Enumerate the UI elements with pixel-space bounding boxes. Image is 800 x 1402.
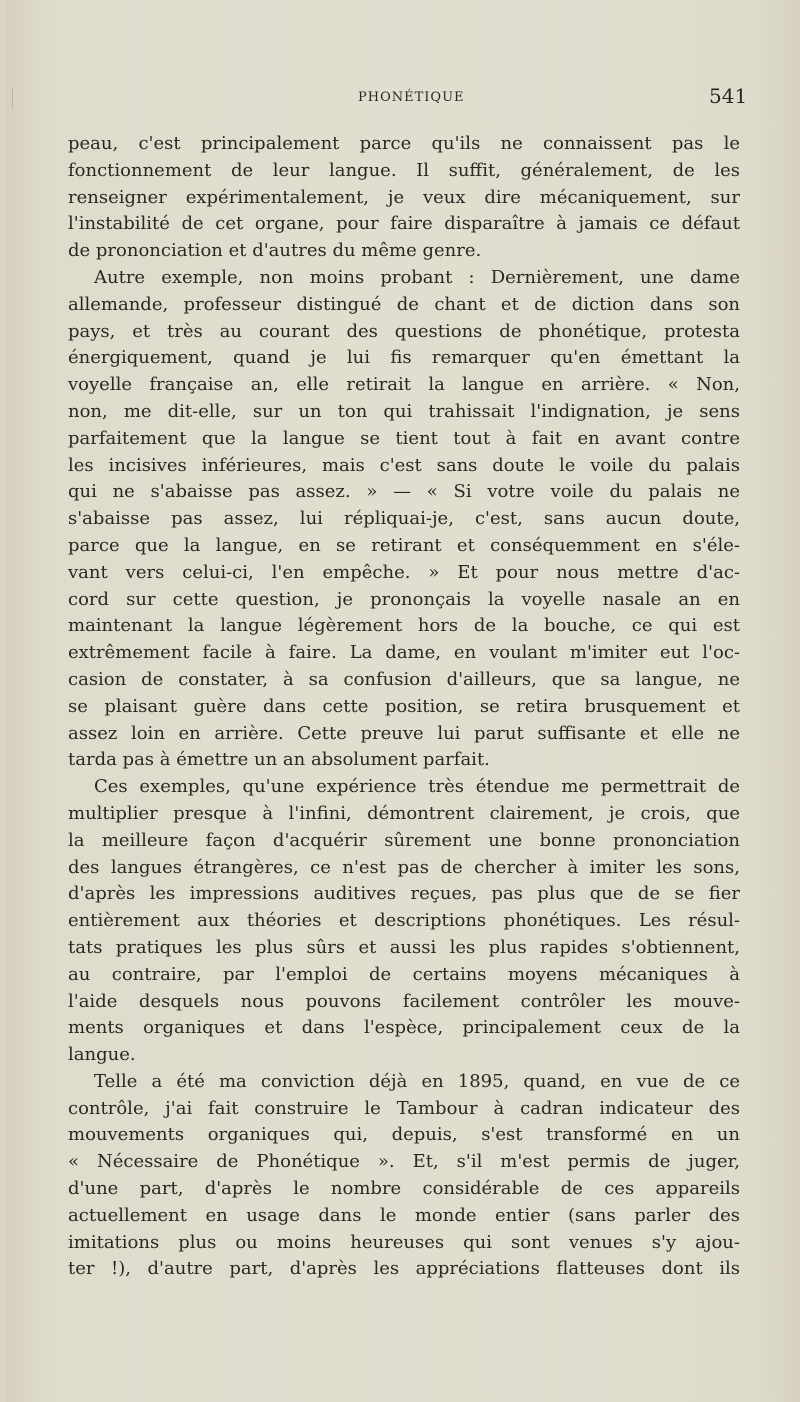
text-line: « Nécessaire de Phonétique ». Et, s'il m'est permis de juger,: [68, 1151, 740, 1173]
text-line: peau, c'est principalement parce qu'ils ne connaissent pas le: [68, 133, 740, 154]
text-line: s'abaisse pas assez, lui répliquai-je, c'est, sans aucun doute,: [68, 508, 740, 530]
text-line: d'après les impressions auditives reçues, pas plus que de se fier: [68, 883, 740, 905]
text-line: fonctionnement de leur langue. Il suffit, généralement, de les: [68, 159, 740, 181]
text-line: la meilleure façon d'acquérir sûrement une bonne prononciation: [68, 829, 740, 851]
text-line: ments organiques et dans l'espèce, principalement ceux de la: [68, 1017, 740, 1039]
text-line: actuellement en usage dans le monde entier (sans parler des: [68, 1204, 740, 1226]
text-line: Autre exemple, non moins probant : Dernièrement, une dame: [94, 266, 740, 288]
text-line: de prononciation et d'autres du même genre.: [68, 240, 482, 262]
text-line: multiplier presque à l'infini, démontrent clairement, je crois, que: [68, 802, 740, 824]
text-line: voyelle française an, elle retirait la langue en arrière. « Non,: [68, 374, 740, 396]
book-page: [6, 0, 800, 1402]
text-line: l'instabilité de cet organe, pour faire disparaître à jamais ce défaut: [68, 213, 740, 235]
text-line: maintenant la langue légèrement hors de la bouche, ce qui est: [68, 615, 740, 637]
text-line: Ces exemples, qu'une expérience très étendue me permettrait de: [94, 776, 740, 798]
text-line: Telle a été ma conviction déjà en 1895, quand, en vue de ce: [94, 1070, 740, 1092]
page-number: 541: [709, 84, 748, 108]
text-line: cord sur cette question, je prononçais la voyelle nasale an en: [68, 588, 740, 610]
text-line: des langues étrangères, ce n'est pas de chercher à imiter les sons,: [68, 856, 740, 878]
text-line: se plaisant guère dans cette position, se retira brusquement et: [68, 695, 740, 717]
text-line: parce que la langue, en se retirant et conséquemment en s'éle-: [68, 534, 740, 556]
text-line: mouvements organiques qui, depuis, s'est transformé en un: [68, 1124, 740, 1146]
text-line: parfaitement que la langue se tient tout à fait en avant contre: [68, 427, 740, 449]
text-line: langue.: [68, 1044, 136, 1066]
text-line: assez loin en arrière. Cette preuve lui parut suffisante et elle ne: [68, 722, 740, 744]
text-line: imitations plus ou moins heureuses qui sont venues s'y ajou-: [68, 1231, 740, 1253]
text-line: tats pratiques les plus sûrs et aussi les plus rapides s'obtiennent,: [68, 936, 740, 958]
text-line: au contraire, par l'emploi de certains moyens mécaniques à: [68, 963, 740, 985]
text-line: ter !), d'autre part, d'après les appréciations flatteuses dont ils: [68, 1258, 740, 1280]
text-line: d'une part, d'après le nombre considérable de ces appareils: [68, 1178, 740, 1200]
page-header: [6, 84, 800, 114]
text-line: allemande, professeur distingué de chant et de diction dans son: [68, 293, 740, 315]
text-line: vant vers celui-ci, l'en empêche. » Et pour nous mettre d'ac-: [68, 561, 740, 583]
text-line: l'aide desquels nous pouvons facilement contrôler les mouve-: [68, 990, 740, 1012]
text-line: entièrement aux théories et descriptions phonétiques. Les résul-: [68, 910, 740, 932]
text-line: pays, et très au courant des questions de phonétique, protesta: [68, 320, 740, 342]
running-head: PHONÉTIQUE: [358, 90, 465, 105]
text-line: énergiquement, quand je lui fis remarquer qu'en émettant la: [68, 347, 740, 369]
body-text: [68, 131, 740, 1283]
text-line: qui ne s'abaisse pas assez. » — « Si votre voile du palais ne: [68, 481, 740, 503]
text-line: non, me dit-elle, sur un ton qui trahissait l'indignation, je sens: [68, 400, 740, 422]
text-line: les incisives inférieures, mais c'est sans doute le voile du palais: [68, 454, 740, 476]
text-line: casion de constater, à sa confusion d'ailleurs, que sa langue, ne: [68, 668, 740, 690]
text-line: contrôle, j'ai fait construire le Tambour à cadran indicateur des: [68, 1097, 740, 1119]
text-line: tarda pas à émettre un an absolument parfait.: [68, 749, 490, 771]
text-line: extrêmement facile à faire. La dame, en voulant m'imiter eut l'oc-: [68, 642, 740, 664]
text-line: renseigner expérimentalement, je veux dire mécaniquement, sur: [68, 186, 740, 208]
